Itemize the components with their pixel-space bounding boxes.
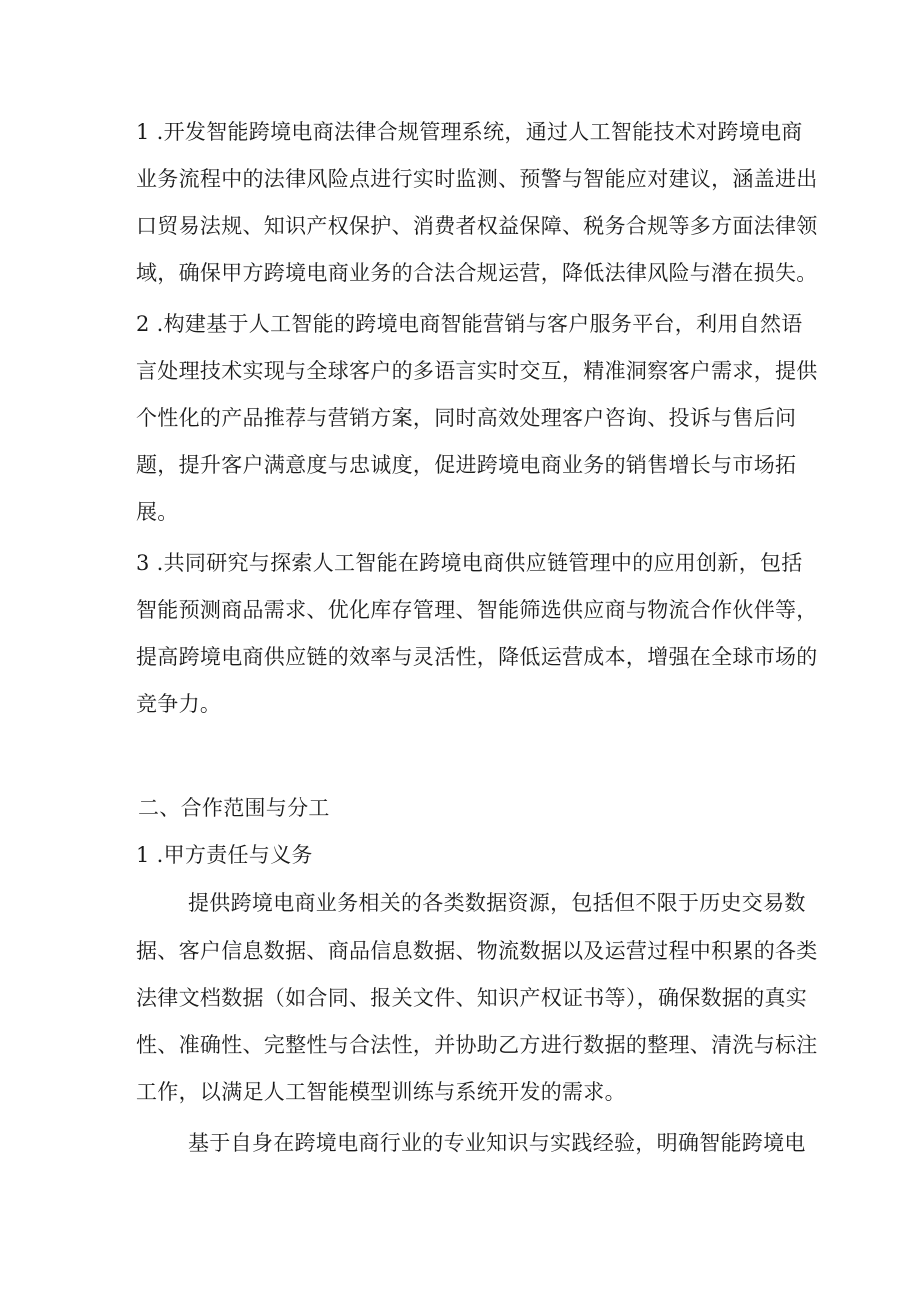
item-2-line-5: 展。 [136, 500, 179, 524]
item-1-line-3: 口贸易法规、知识产权保护、消费者权益保障、税务合规等多方面法律领 [136, 214, 818, 238]
item-2-line-4: 题，提升客户满意度与忠诚度，促进跨境电商业务的销售增长与市场拓 [136, 453, 797, 477]
item-3-line-3: 提高跨境电商供应链的效率与灵活性，降低运营成本，增强在全球市场的 [136, 645, 818, 669]
paragraph-1-line-5: 工作，以满足人工智能模型训练与系统开发的需求。 [136, 1080, 626, 1104]
paragraph-1-line-1: 提供跨境电商业务相关的各类数据资源，包括但不限于历史交易数 [188, 891, 806, 915]
paragraph-2-line-1: 基于自身在跨境电商行业的专业知识与实践经验，明确智能跨境电 [188, 1131, 806, 1155]
item-3-line-2: 智能预测商品需求、优化库存管理、智能筛选供应商与物流合作伙伴等， [136, 598, 818, 622]
subsection-heading: 1 .甲方责任与义务 [136, 843, 313, 867]
item-1-line-2: 业务流程中的法律风险点进行实时监测、预警与智能应对建议，涵盖进出 [136, 167, 818, 191]
item-3-line-1: 3 .共同研究与探索人工智能在跨境电商供应链管理中的应用创新，包括 [136, 551, 803, 575]
paragraph-1-line-3: 法律文档数据（如合同、报关文件、知识产权证书等），确保数据的真实 [136, 986, 808, 1010]
section-heading: 二、合作范围与分工 [138, 796, 330, 820]
item-1-line-4: 域，确保甲方跨境电商业务的合法合规运营，降低法律风险与潜在损失。 [136, 261, 818, 285]
item-3-line-4: 竞争力。 [136, 692, 222, 716]
item-2-line-3: 个性化的产品推荐与营销方案，同时高效处理客户咨询、投诉与售后问 [136, 406, 797, 430]
item-2-line-1: 2 .构建基于人工智能的跨境电商智能营销与客户服务平台，利用自然语 [136, 312, 803, 336]
item-1-line-1: 1 .开发智能跨境电商法律合规管理系统，通过人工智能技术对跨境电商 [136, 120, 803, 144]
paragraph-1-line-4: 性、准确性、完整性与合法性，并协助乙方进行数据的整理、清洗与标注 [136, 1033, 818, 1057]
item-2-line-2: 言处理技术实现与全球客户的多语言实时交互，精准洞察客户需求，提供 [136, 359, 818, 383]
paragraph-1-line-2: 据、客户信息数据、商品信息数据、物流数据以及运营过程中积累的各类 [136, 939, 818, 963]
